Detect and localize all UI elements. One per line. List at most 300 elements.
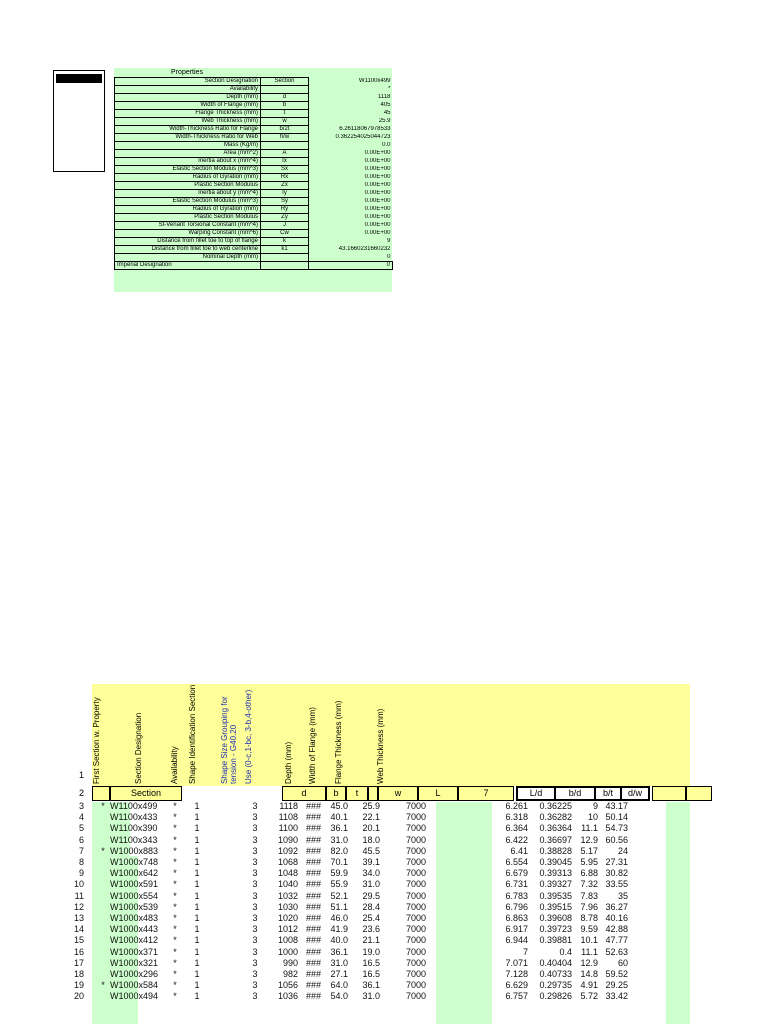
section-designation: W1000x494 (110, 991, 159, 1002)
properties-title: Properties (171, 69, 203, 76)
web-thickness: 25.9 (362, 801, 380, 811)
table-row[interactable] (70, 868, 690, 879)
property-label: Inertia about y (mm^4) (115, 190, 261, 198)
ratio-b-t: 7.32 (580, 879, 598, 890)
property-label: Flange Thickness (mm) (115, 110, 261, 118)
availability: * (173, 879, 177, 890)
depth: 990 (282, 957, 298, 968)
ratio-b-t: 5.17 (580, 845, 598, 856)
depth: 1012 (277, 924, 298, 935)
section-designation: W1000x321 (110, 957, 159, 968)
header-cell-section[interactable]: Section (110, 786, 182, 801)
flange-thickness: 31.0 (330, 957, 348, 968)
property-value[interactable]: 405 (380, 102, 391, 108)
table-row[interactable] (70, 913, 690, 924)
flange-thickness: 31.0 (330, 834, 348, 845)
property-symbol: w (261, 118, 309, 126)
flange-width: ### (306, 845, 322, 856)
ratio-l-d: 6.629 (505, 980, 528, 991)
table-row[interactable] (70, 958, 690, 969)
flange-thickness: 59.9 (330, 868, 348, 879)
depth: 1100 (278, 823, 298, 834)
use-code: 3 (252, 890, 258, 901)
row-number: 5 (78, 823, 84, 834)
header-cell-bd[interactable]: b/d (554, 786, 596, 801)
flange-width: ### (306, 834, 322, 845)
property-symbol: h/w (261, 134, 309, 142)
property-value[interactable]: 9 (387, 238, 391, 244)
flange-thickness: 27.1 (330, 969, 348, 979)
row-number: 13 (73, 913, 84, 923)
property-value[interactable]: 0.0 (382, 142, 391, 148)
property-label: Inertia about x (mm^4) (115, 158, 261, 166)
property-row (115, 126, 393, 134)
web-thickness: 19.0 (362, 946, 380, 957)
property-row (115, 238, 393, 246)
depth: 1056 (277, 980, 298, 991)
depth: 1108 (278, 812, 298, 823)
header-cell-w[interactable]: w (378, 786, 418, 801)
section-designation: W1000x443 (110, 924, 159, 935)
depth: 1068 (277, 857, 298, 867)
shape-id: 1 (194, 969, 200, 979)
shape-id: 1 (194, 845, 200, 856)
section-designation: W1000x296 (110, 969, 159, 979)
ratio-b-d: 0.38828 (539, 845, 572, 856)
ratio-l-d: 6.41 (510, 845, 528, 856)
depth: 1092 (277, 845, 298, 856)
property-row (115, 94, 393, 102)
ratio-l-d: 6.783 (505, 890, 528, 901)
property-value[interactable]: 0.00E+00 (364, 166, 391, 172)
table-row[interactable] (70, 969, 690, 980)
section-designation: W1000x412 (110, 935, 159, 946)
property-row (115, 254, 393, 262)
web-thickness: 29.5 (362, 890, 380, 901)
flange-thickness: 46.0 (330, 913, 348, 923)
length: 7000 (406, 991, 427, 1002)
flange-thickness: 52.1 (330, 890, 348, 901)
property-row (115, 78, 393, 86)
table-row[interactable] (70, 823, 690, 834)
section-designation: W1000x371 (110, 946, 159, 957)
property-row (115, 134, 393, 142)
property-symbol: J (261, 222, 309, 230)
header-cell[interactable] (652, 786, 686, 801)
table-row[interactable] (70, 835, 690, 846)
ratio-b-t: 12.9 (580, 957, 598, 968)
length: 7000 (406, 868, 427, 879)
property-value[interactable]: 25.9 (378, 118, 391, 124)
property-value[interactable]: 0.00E+00 (364, 198, 391, 204)
ratio-b-d: 0.39515 (539, 901, 572, 912)
use-code: 3 (252, 980, 258, 991)
ratio-d-w: 47.77 (605, 935, 628, 946)
property-row (115, 214, 393, 222)
property-value[interactable]: 0.00E+00 (364, 182, 391, 188)
length: 7000 (406, 969, 427, 979)
web-thickness: 25.4 (362, 913, 380, 923)
ratio-b-d: 0.39723 (539, 924, 572, 935)
property-symbol (261, 262, 309, 270)
flange-width: ### (306, 812, 322, 823)
shape-id: 1 (194, 823, 200, 834)
row-number: 20 (73, 991, 84, 1002)
use-code: 3 (252, 834, 258, 845)
ratio-l-d: 6.944 (505, 935, 528, 946)
flange-thickness: 51.1 (330, 901, 348, 912)
table-row[interactable] (70, 924, 690, 935)
ratio-d-w: 52.63 (605, 946, 628, 957)
ratio-d-w: 36.27 (605, 901, 628, 912)
flange-width: ### (306, 935, 322, 946)
web-thickness: 45.5 (362, 845, 380, 856)
section-designation: W1000x483 (110, 913, 159, 923)
ratio-l-d: 6.554 (505, 857, 528, 867)
flange-width: ### (306, 969, 322, 979)
ratio-b-t: 11.1 (581, 823, 598, 834)
flange-width: ### (306, 890, 322, 901)
property-symbol: Sx (261, 166, 309, 174)
property-label: Plastic Section Modulus (115, 214, 261, 222)
ratio-b-t: 7.83 (580, 890, 598, 901)
header-cell[interactable] (182, 786, 186, 801)
ratio-l-d: 6.261 (505, 801, 528, 811)
ratio-b-d: 0.4 (559, 946, 572, 957)
property-label: Depth (mm) (115, 94, 261, 102)
availability: * (173, 857, 177, 867)
availability: * (173, 845, 177, 856)
row-number: 7 (78, 845, 84, 856)
row-number: 1 (78, 770, 84, 780)
property-row (115, 142, 393, 150)
flange-width: ### (306, 957, 322, 968)
row-number: 2 (78, 788, 84, 798)
property-symbol: b/2t (261, 126, 309, 134)
ratio-b-t: 6.88 (580, 868, 598, 879)
ratio-b-t: 9.59 (580, 924, 598, 935)
row-number: 11 (74, 890, 84, 901)
header-cell[interactable] (368, 786, 378, 801)
table-row[interactable] (70, 846, 690, 857)
property-label: Plastic Section Modulus (115, 182, 261, 190)
ratio-b-d: 0.29826 (539, 991, 572, 1002)
property-symbol: Zx (261, 182, 309, 190)
ratio-d-w: 42.88 (605, 924, 628, 935)
property-symbol (261, 86, 309, 94)
table-row[interactable] (70, 857, 690, 868)
property-value[interactable]: * (388, 86, 391, 92)
table-row[interactable] (70, 879, 690, 890)
property-symbol: Sy (261, 198, 309, 206)
table-row[interactable] (70, 812, 690, 823)
ratio-b-t: 10 (587, 812, 598, 823)
table-row[interactable] (70, 991, 690, 1002)
depth: 1048 (277, 868, 298, 879)
row-number: 16 (73, 946, 84, 957)
flange-thickness: 40.1 (330, 812, 348, 823)
property-row (115, 150, 393, 158)
depth: 1008 (277, 935, 298, 946)
ratio-b-t: 7.96 (580, 901, 598, 912)
row-number: 9 (78, 868, 84, 879)
property-label: Width-Thickness Ratio for Flange (115, 126, 261, 134)
property-symbol: Zy (261, 214, 309, 222)
ratio-b-t: 11.1 (581, 946, 598, 957)
depth: 1030 (277, 901, 298, 912)
property-symbol: Ix (261, 158, 309, 166)
section-designation: W1000x539 (110, 901, 159, 912)
row-number: 3 (78, 801, 84, 811)
header-cell-t[interactable]: t (346, 786, 368, 801)
property-value[interactable]: 45 (383, 110, 391, 116)
web-thickness: 39.1 (362, 857, 380, 867)
ratio-d-w: 29.25 (605, 980, 628, 991)
property-value[interactable]: 0.00E+00 (364, 158, 391, 164)
shape-id: 1 (194, 801, 200, 811)
use-code: 3 (252, 991, 258, 1002)
ratio-d-w: 27.31 (605, 857, 628, 867)
property-row (115, 110, 393, 118)
property-label: Radius of Gyration (mm) (115, 174, 261, 182)
availability: * (173, 980, 177, 991)
depth: 1090 (277, 834, 298, 845)
web-thickness: 28.4 (362, 901, 380, 912)
ratio-l-d: 7 (522, 946, 528, 957)
property-value[interactable]: 0.00E+00 (364, 222, 391, 228)
property-value[interactable]: 0.00E+00 (364, 214, 391, 220)
web-thickness: 21.1 (362, 935, 380, 946)
use-code: 3 (252, 901, 258, 912)
property-value[interactable]: 0.00E+00 (364, 190, 391, 196)
web-thickness: 34.0 (362, 868, 380, 879)
shape-id: 1 (194, 946, 200, 957)
ratio-b-d: 0.39535 (539, 890, 572, 901)
web-thickness: 20.1 (362, 823, 380, 834)
header-cell-dw[interactable]: d/w (620, 786, 650, 801)
property-label: Imperial Designation (115, 262, 261, 270)
ratio-l-d: 6.863 (505, 913, 528, 923)
property-row (115, 190, 393, 198)
shape-id: 1 (194, 834, 200, 845)
ratio-b-t: 4.91 (580, 980, 598, 991)
property-row (115, 182, 393, 190)
flange-width: ### (306, 823, 322, 834)
property-value[interactable]: 0.00E+00 (364, 230, 391, 236)
table-row[interactable] (70, 980, 690, 991)
column-header: Shape Size Grouping for tension - G40.20 (220, 696, 238, 784)
header-row-2 (92, 786, 690, 802)
first-property-mark: * (101, 801, 105, 811)
property-label: Nominal Depth (mm) (115, 254, 261, 262)
property-value[interactable]: 0.00E+00 (364, 206, 391, 212)
use-code: 3 (252, 801, 258, 811)
web-thickness: 31.0 (362, 991, 380, 1002)
length: 7000 (406, 890, 427, 901)
ratio-d-w: 24 (617, 845, 628, 856)
table-row[interactable] (70, 947, 690, 958)
header-cell-L[interactable]: L (418, 786, 458, 801)
length: 7000 (406, 801, 427, 811)
ratio-b-t: 5.72 (580, 991, 598, 1002)
property-value[interactable]: 0.00E+00 (364, 150, 391, 156)
shape-id: 1 (194, 890, 200, 901)
flange-width: ### (306, 857, 322, 867)
ratio-d-w: 33.55 (605, 879, 628, 890)
length: 7000 (406, 823, 427, 834)
ratio-b-d: 0.39881 (539, 935, 572, 946)
property-symbol: k1 (261, 246, 309, 254)
ratio-b-d: 0.36364 (539, 823, 572, 834)
property-symbol: t (261, 110, 309, 118)
property-label: Warping Constant (mm^6) (115, 230, 261, 238)
property-symbol: Cw (261, 230, 309, 238)
section-designation: W1000x748 (110, 857, 159, 867)
property-symbol (261, 142, 309, 150)
property-label: Width-Thickness Ratio for Web (115, 134, 261, 142)
use-code: 3 (252, 812, 258, 823)
web-thickness: 22.1 (362, 812, 380, 823)
table-row[interactable] (70, 891, 690, 902)
row-number: 19 (73, 980, 84, 991)
ratio-l-d: 6.917 (505, 924, 528, 935)
property-value[interactable]: 1118 (378, 94, 391, 100)
shape-id: 1 (194, 924, 200, 935)
flange-thickness: 36.1 (330, 823, 348, 834)
shape-id: 1 (194, 857, 200, 867)
shape-id: 1 (194, 812, 200, 823)
section-designation: W1000x591 (110, 879, 159, 890)
ratio-l-d: 6.364 (505, 823, 528, 834)
use-code: 3 (252, 913, 258, 923)
ratio-d-w: 30.82 (605, 868, 628, 879)
selection-bar[interactable] (56, 74, 102, 83)
availability: * (173, 924, 177, 935)
ratio-b-d: 0.36697 (539, 834, 572, 845)
depth: 982 (282, 969, 298, 979)
ratio-d-w: 33.42 (605, 991, 628, 1002)
property-row (115, 246, 393, 254)
ratio-b-d: 0.39608 (539, 913, 572, 923)
web-thickness: 18.0 (362, 834, 380, 845)
property-symbol: b (261, 102, 309, 110)
length: 7000 (406, 901, 427, 912)
property-value[interactable]: 6.26118067978533 (339, 126, 391, 132)
property-row (115, 102, 393, 110)
property-label: Area (mm^2) (115, 150, 261, 158)
property-value[interactable]: W1100x499 (358, 78, 391, 84)
depth: 1000 (277, 946, 298, 957)
section-spreadsheet (70, 684, 690, 1024)
property-value[interactable]: 0.00E+00 (364, 174, 391, 180)
column-header: First Section w. Property (92, 697, 101, 784)
column-header: Use (0-c,1-bc, 3-b,4-other) (244, 689, 253, 784)
use-code: 3 (252, 969, 258, 979)
flange-thickness: 82.0 (330, 845, 348, 856)
column-header: Shape Identification Section (188, 684, 197, 784)
length: 7000 (406, 845, 427, 856)
ratio-d-w: 60 (617, 957, 628, 968)
property-row (115, 262, 393, 270)
ratio-d-w: 60.56 (605, 834, 628, 845)
ratio-l-d: 6.731 (505, 879, 528, 890)
header-cell-seven[interactable]: 7 (458, 786, 514, 801)
availability: * (173, 812, 177, 823)
header-cell-bt[interactable]: b/t (594, 786, 622, 801)
ratio-b-d: 0.36225 (539, 801, 572, 811)
flange-width: ### (306, 946, 322, 957)
web-thickness: 16.5 (362, 969, 380, 979)
ratio-b-d: 0.40733 (539, 969, 572, 979)
shape-id: 1 (194, 957, 200, 968)
availability: * (173, 901, 177, 912)
header-cell-ld[interactable]: L/d (516, 786, 556, 801)
flange-width: ### (306, 879, 322, 890)
property-row (115, 174, 393, 182)
property-symbol: Rx (261, 174, 309, 182)
header-cell-b[interactable]: b (326, 786, 346, 801)
shape-id: 1 (194, 935, 200, 946)
table-row[interactable] (70, 902, 690, 913)
flange-thickness: 36.1 (330, 946, 348, 957)
length: 7000 (406, 879, 427, 890)
property-value[interactable]: 0 (387, 253, 391, 260)
flange-thickness: 54.0 (330, 991, 348, 1002)
property-value[interactable]: 0 (309, 262, 393, 270)
length: 7000 (406, 812, 427, 823)
length: 7000 (406, 935, 427, 946)
availability: * (173, 935, 177, 946)
property-row (115, 198, 393, 206)
availability: * (173, 991, 177, 1002)
depth: 1118 (279, 801, 298, 811)
property-value[interactable]: 43.1660231660232 (338, 246, 391, 252)
table-row[interactable] (70, 801, 690, 812)
property-symbol (261, 254, 309, 262)
use-code: 3 (252, 857, 258, 867)
use-code: 3 (252, 957, 258, 968)
length: 7000 (406, 946, 427, 957)
first-property-mark: * (101, 980, 105, 991)
property-label: Elastic Section Modulus (mm^3) (115, 198, 261, 206)
ratio-b-d: 0.39045 (539, 857, 572, 867)
flange-thickness: 70.1 (330, 857, 348, 867)
column-header: Web Thickness (mm) (376, 708, 385, 784)
flange-width: ### (306, 980, 322, 991)
depth: 1020 (277, 913, 298, 923)
flange-width: ### (306, 901, 322, 912)
flange-width: ### (306, 868, 322, 879)
shape-id: 1 (194, 901, 200, 912)
ratio-b-t: 9 (592, 801, 598, 811)
selection-box (53, 70, 105, 172)
availability: * (173, 890, 177, 901)
use-code: 3 (252, 935, 258, 946)
header-cell[interactable] (92, 786, 110, 801)
header-cell-d[interactable]: d (282, 786, 326, 801)
table-row[interactable] (70, 935, 690, 946)
property-symbol: A (261, 150, 309, 158)
property-label: St-Venant Torsional Constant (mm^4) (115, 222, 261, 230)
length: 7000 (406, 834, 427, 845)
row-number: 8 (78, 857, 84, 867)
row-number: 12 (73, 901, 84, 912)
property-row (115, 86, 393, 94)
header-cell[interactable] (686, 786, 712, 801)
flange-thickness: 40.0 (330, 935, 348, 946)
property-value[interactable]: 0.362254025044723 (335, 134, 391, 140)
length: 7000 (406, 924, 427, 935)
